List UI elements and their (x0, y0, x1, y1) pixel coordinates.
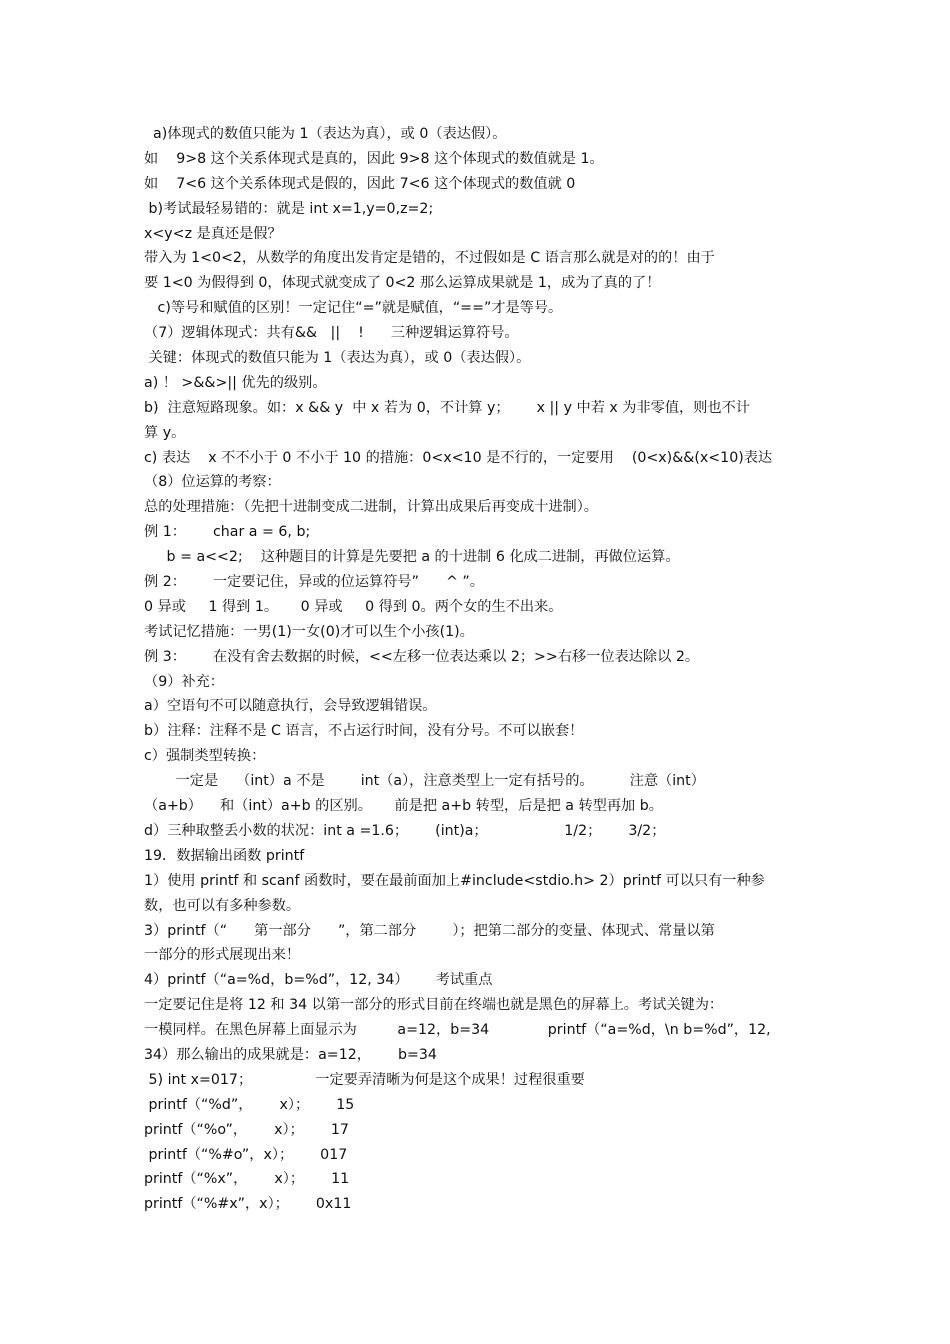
text-line: 例 3： 在没有舍去数据的时候，<<左移一位表达乘以 2；>>右移一位表达除以 2。 (144, 648, 700, 665)
text-line: b)考试最轻易错的：就是 int x=1,y=0,z=2; (144, 200, 434, 217)
text-line: 一模同样。在黑色屏幕上面显示为 a=12，b=34 printf（“a=%d，\n b=%d”，12, (144, 1022, 771, 1039)
text-line: 考试记忆措施：一男(1)一女(0)才可以生个小孩(1)。 (144, 623, 474, 640)
text-line: 5) int x=017； 一定要弄清晰为何是这个成果！过程很重要 (144, 1071, 585, 1088)
text-line: printf（“%#o”，x）； 017 (144, 1146, 348, 1163)
text-line: a)体现式的数值只能为 1（表达为真），或 0（表达假）。 (144, 126, 507, 142)
text-line: x<y<z 是真还是假？ (144, 225, 282, 242)
text-line: 总的处理措施：（先把十进制变成二进制，计算出成果后再变成十进制）。 (144, 499, 598, 516)
text-line: c)等号和赋值的区别！一定记住“=”就是赋值，“==”才是等号。 (144, 300, 563, 317)
text-line: 如 9>8 这个关系体现式是真的，因此 9>8 这个体现式的数值就是 1。 (144, 150, 604, 167)
text-line: （7）逻辑体现式：共有&& || ! 三种逻辑运算符号。 (144, 325, 519, 342)
text-line: 一部分的形式展现出来！ (144, 947, 301, 964)
text-line: 如 7<6 这个关系体现式是假的，因此 7<6 这个体现式的数值就 0 (144, 175, 576, 192)
text-line: 算 y。 (144, 424, 186, 441)
text-line: 例 2： 一定要记住，异或的位运算符号” ^ ”。 (144, 574, 484, 591)
text-line: 0 异或 1 得到 1。 0 异或 0 得到 0。两个女的生不出来。 (144, 598, 563, 615)
text-line: b) 注意短路现象。如：x && y 中 x 若为 0，不计算 y； x || y 中若 x 为非零值，则也不计 (144, 399, 750, 416)
text-line: printf（“%d”， x）； 15 (144, 1096, 355, 1113)
text-line: 19．数据输出函数 printf (144, 847, 305, 864)
text-line: 关键：体现式的数值只能为 1（表达为真），或 0（表达假）。 (144, 350, 531, 367)
text-line: d）三种取整丢小数的状况：int a =1.6； (int)a； 1/2； 3/2； (144, 822, 666, 839)
text-line: a) ！ >&&>|| 优先的级别。 (144, 374, 327, 391)
text-line: b = a<<2; 这种题目的计算是先要把 a 的十进制 6 化成二进制，再做位运算。 (144, 549, 680, 566)
text-line: c) 表达 x 不不小于 0 不小于 10 的措施：0<x<10 是不行的，一定要用 (0<x)&&(x<10)表达 (144, 449, 773, 466)
text-line: 例 1： char a = 6, b; (144, 524, 311, 541)
text-line: （8）位运算的考察： (144, 474, 281, 491)
text-line: （a+b） 和（int）a+b 的区别。 前是把 a+b 转型，后是把 a 转型再加 b。 (144, 798, 663, 815)
text-line: 一定要记住是将 12 和 34 以第一部分的形式目前在终端也就是黑色的屏幕上。考试关键为： (144, 997, 724, 1014)
text-line: printf（“%x”， x）； 11 (144, 1171, 350, 1188)
text-line: c）强制类型转换： (144, 748, 266, 765)
text-line: 要 1<0 为假得到 0，体现式就变成了 0<2 那么运算成果就是 1，成为了真的了！ (144, 275, 661, 292)
text-line: 带入为 1<0<2，从数学的角度出发肯定是错的，不过假如是 C 语言那么就是对的的！由于 (144, 250, 715, 267)
text-line: 3）printf（“ 第一部分 ”，第二部分 ）；把第二部分的变量、体现式、常量以第 (144, 922, 715, 939)
text-line: 1）使用 printf 和 scanf 函数时，要在最前面加上#include<stdio.h> 2）printf 可以只有一种参 (144, 872, 765, 889)
document-body (144, 122, 814, 1217)
text-line: 34）那么输出的成果就是：a=12， b=34 (144, 1046, 437, 1063)
text-line: a）空语句不可以随意执行，会导致逻辑错误。 (144, 698, 437, 715)
text-line: printf（“%o”， x）； 17 (144, 1121, 349, 1138)
text-line: 数，也可以有多种参数。 (144, 897, 301, 914)
text-line: printf（“%#x”，x）； 0x11 (144, 1196, 352, 1213)
text-line: 4）printf（“a=%d，b=%d”，12, 34） 考试重点 (144, 972, 493, 989)
text-line: b）注释：注释不是 C 语言，不占运行时间，没有分号。不可以嵌套！ (144, 723, 584, 740)
text-line: （9）补充： (144, 673, 224, 690)
text-line: 一定是 （int）a 不是 int（a），注意类型上一定有括号的。 注意（int） (144, 773, 705, 790)
